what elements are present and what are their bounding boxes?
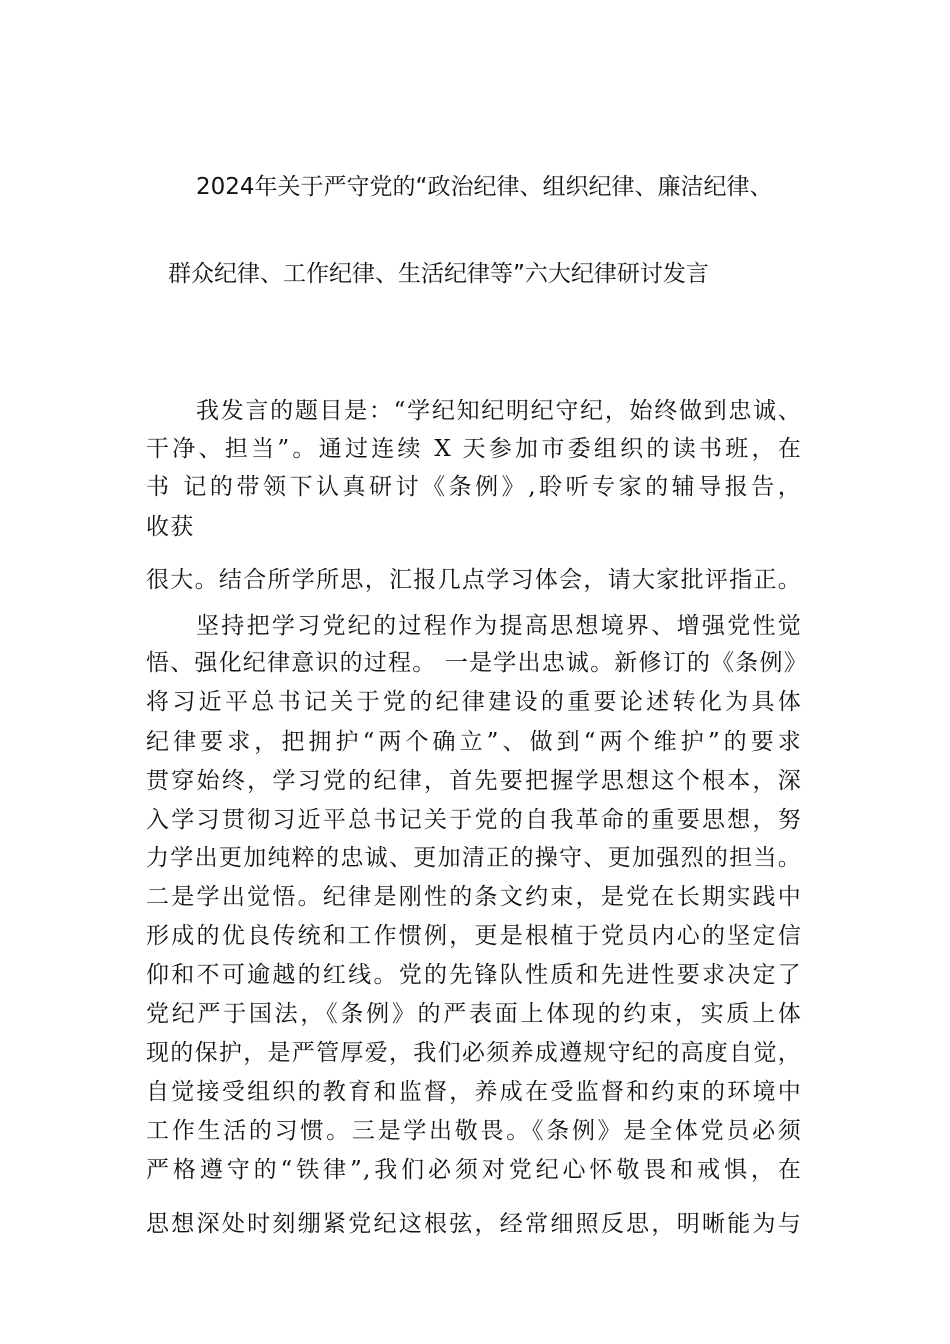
body-line: 将习近平总书记关于党的纪律建设的重要论述转化为具体 [146,689,802,715]
body-line: 纪律要求，把拥护“两个确立”、做到“两个维护”的要求 [146,729,802,755]
body-line: 坚持把学习党纪的过程作为提高思想境界、增强党性觉 [196,613,802,639]
body-line: 工作生活的习惯。三是学出敬畏。《条例》是全体党员必须 [146,1118,802,1144]
document-title-line-2: 群众纪律、工作纪律、生活纪律等”六大纪律研讨发言 [168,261,709,287]
body-line: 现的保护，是严管厚爱，我们必须养成遵规守纪的高度自觉， [146,1040,802,1066]
body-line: 仰和不可逾越的红线。党的先锋队性质和先进性要求决定了 [146,962,802,988]
document-title-line-1: 2024年关于严守党的“政治纪律、组织纪律、廉洁纪律、 [196,174,773,200]
body-line: 自觉接受组织的教育和监督，养成在受监督和约束的环境中 [146,1079,802,1105]
body-line: 二是学出觉悟。纪律是刚性的条文约束，是党在长期实践中 [146,884,802,910]
body-line: 收获 [146,514,195,540]
body-line: 悟、强化纪律意识的过程。 一是学出忠诚。新修订的《条例》 [146,650,808,676]
body-line: 入学习贯彻习近平总书记关于党的自我革命的重要思想，努 [146,807,802,833]
body-line: 党纪严于国法，《条例》的严表面上体现的约束，实质上体 [146,1001,802,1027]
body-line: 干净、担当”。通过连续 X 天参加市委组织的读书班，在 [146,436,802,462]
body-line: 我发言的题目是：“学纪知纪明纪守纪，始终做到忠诚、 [196,398,802,424]
body-line: 思想深处时刻绷紧党纪这根弦，经常细照反思，明晰能为与 [146,1211,802,1237]
body-line: 形成的优良传统和工作惯例，更是根植于党员内心的坚定信 [146,923,802,949]
body-line: 严格遵守的“铁律”,我们必须对党纪心怀敬畏和戒惧，在 [146,1157,802,1183]
body-line: 力学出更加纯粹的忠诚、更加清正的操守、更加强烈的担当。 [146,845,802,871]
body-line: 贯穿始终，学习党的纪律，首先要把握学思想这个根本，深 [146,768,802,794]
body-line: 书 记的带领下认真研讨《条例》,聆听专家的辅导报告， [146,474,802,500]
body-line: 很大。结合所学所思，汇报几点学习体会，请大家批评指正。 [146,567,802,593]
